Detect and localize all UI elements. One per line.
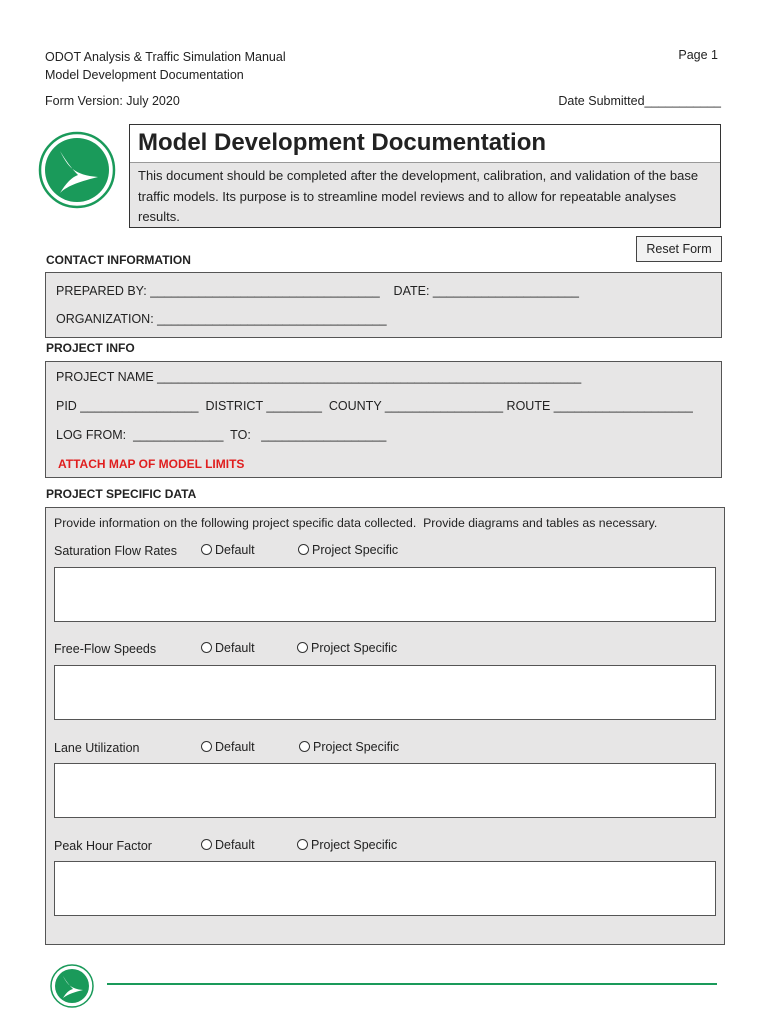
- peak-hour-factor-textbox[interactable]: [54, 861, 716, 916]
- radio-icon[interactable]: [298, 544, 309, 555]
- radio-icon[interactable]: [201, 544, 212, 555]
- project-specific-label: PROJECT SPECIFIC DATA: [46, 487, 197, 501]
- odot-logo-icon: [38, 131, 116, 209]
- contact-section-label: CONTACT INFORMATION: [46, 253, 191, 267]
- option-label: Project Specific: [311, 838, 398, 852]
- option-label: Default: [215, 543, 255, 557]
- lane-utilization-project-specific-option[interactable]: [299, 740, 399, 754]
- option-label: Project Specific: [311, 641, 398, 655]
- project-specific-intro: Provide information on the following project specific data collected. Provide diagrams and tables as necessary.: [54, 516, 658, 530]
- title-band: [130, 125, 720, 163]
- radio-icon[interactable]: [299, 741, 310, 752]
- project-name-field[interactable]: PROJECT NAME _____________________________________________________________: [56, 370, 582, 384]
- peak-hour-factor-label: Peak Hour Factor: [54, 839, 152, 853]
- saturation-default-option[interactable]: [201, 543, 255, 557]
- prepared-by-date-field[interactable]: PREPARED BY: _________________________________ DATE: _____________________: [56, 284, 579, 298]
- radio-icon[interactable]: [297, 642, 308, 653]
- saturation-flow-label: Saturation Flow Rates: [54, 544, 177, 558]
- lane-utilization-textbox[interactable]: [54, 763, 716, 818]
- option-label: Project Specific: [313, 740, 400, 754]
- title-description: This document should be completed after the development, calibration, and validation of the base traffic models. Its purpose is to streamline model reviews and to allow for repeatable analyses results.: [138, 168, 699, 224]
- page-title: Model Development Documentation: [138, 129, 547, 156]
- project-info-panel: [45, 361, 722, 478]
- footer-divider: [107, 983, 717, 985]
- radio-icon[interactable]: [201, 839, 212, 850]
- lane-utilization-label: Lane Utilization: [54, 741, 140, 755]
- organization-field[interactable]: ORGANIZATION: _________________________________: [56, 312, 387, 326]
- document-header: [45, 48, 286, 84]
- option-label: Default: [215, 838, 255, 852]
- date-submitted-field[interactable]: Date Submitted___________: [558, 94, 721, 108]
- header-doc-title: Model Development Documentation: [45, 68, 244, 82]
- option-label: Default: [215, 740, 255, 754]
- footer-odot-logo-icon: [50, 964, 94, 1008]
- radio-icon[interactable]: [297, 839, 308, 850]
- free-flow-speeds-label: Free-Flow Speeds: [54, 642, 157, 656]
- option-label: Default: [215, 641, 255, 655]
- page-number: Page 1: [678, 48, 718, 62]
- manual-title: ODOT Analysis & Traffic Simulation Manual: [45, 50, 286, 64]
- radio-icon[interactable]: [201, 642, 212, 653]
- attach-map-notice: ATTACH MAP OF MODEL LIMITS: [58, 457, 245, 471]
- free-flow-default-option[interactable]: [201, 641, 255, 655]
- saturation-flow-textbox[interactable]: [54, 567, 716, 622]
- peak-hour-default-option[interactable]: [201, 838, 255, 852]
- reset-form-button[interactable]: Reset Form: [636, 236, 722, 262]
- peak-hour-project-specific-option[interactable]: [297, 838, 397, 852]
- log-from-to-field[interactable]: LOG FROM: _____________ TO: __________________: [56, 428, 387, 442]
- free-flow-project-specific-option[interactable]: [297, 641, 397, 655]
- form-version: Form Version: July 2020: [45, 94, 180, 108]
- lane-utilization-default-option[interactable]: [201, 740, 255, 754]
- contact-panel: [45, 272, 722, 338]
- project-specific-panel: [45, 507, 725, 945]
- option-label: Project Specific: [312, 543, 399, 557]
- free-flow-speeds-textbox[interactable]: [54, 665, 716, 720]
- title-block: [129, 124, 721, 228]
- saturation-project-specific-option[interactable]: [298, 543, 398, 557]
- pid-district-county-route-field[interactable]: PID _________________ DISTRICT ________ COUNTY _________________ ROUTE ____________________: [56, 399, 693, 413]
- project-info-label: PROJECT INFO: [46, 341, 135, 355]
- radio-icon[interactable]: [201, 741, 212, 752]
